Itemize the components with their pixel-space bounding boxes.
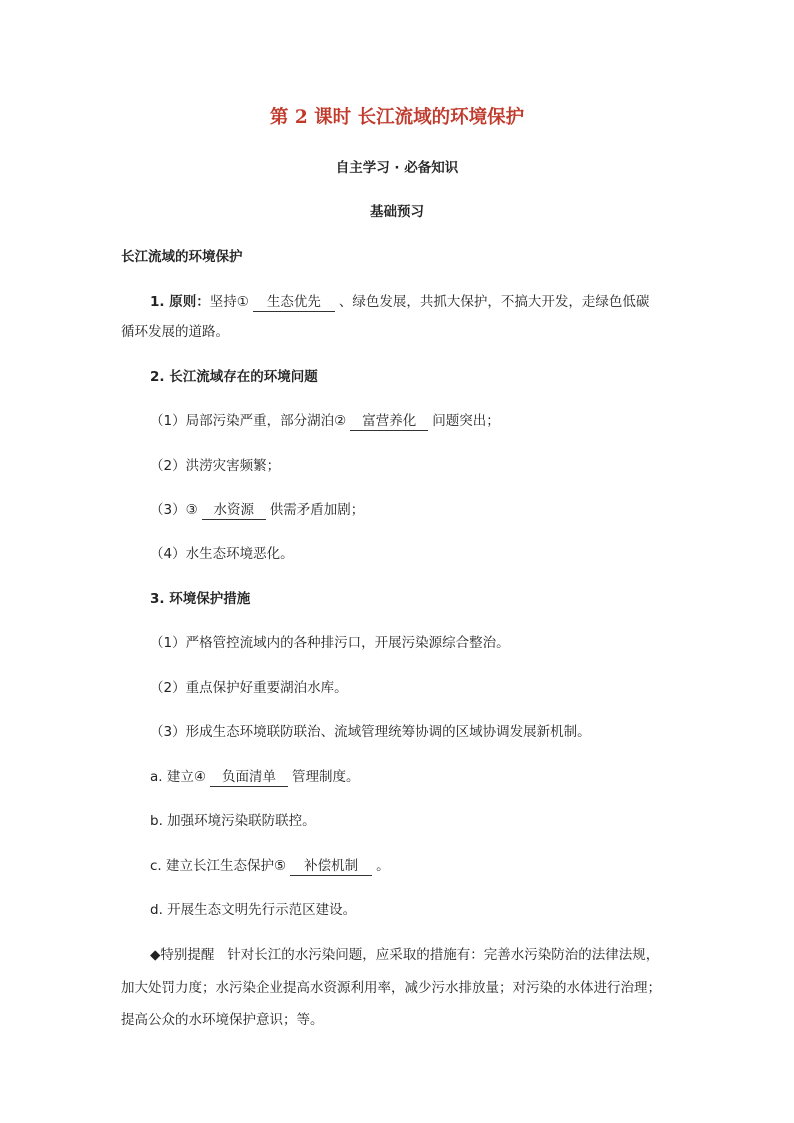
- principle-line: [150, 292, 649, 312]
- sub-a-post: 管理制度。: [291, 769, 360, 785]
- problem-1-pre: （1）局部污染严重，部分湖泊②: [150, 413, 347, 429]
- sub-c-pre: c. 建立长江生态保护⑤: [150, 858, 287, 874]
- problem-item-4: （4）水生态环境恶化。: [150, 546, 294, 562]
- tip-line-3: 提高公众的水环境保护意识；等。: [121, 1012, 324, 1028]
- measure-sub-c: [150, 856, 390, 876]
- problem-3-pre: （3）③: [150, 502, 198, 518]
- tip-mark: ◆特别提醒: [150, 947, 215, 963]
- sub-a-pre: a. 建立④: [150, 769, 206, 785]
- problem-1-post: 问题突出；: [432, 413, 500, 429]
- blank-2: 富营养化: [350, 413, 428, 431]
- measure-sub-a: [150, 767, 359, 787]
- tip-line-2: 加大处罚力度；水污染企业提高水资源利用率，减少污水排放量；对污染的水体进行治理；: [121, 980, 661, 996]
- sub-c-post: 。: [376, 858, 390, 874]
- blank-1: 生态优先: [253, 294, 335, 312]
- blank-3: 水资源: [202, 502, 266, 520]
- lesson-title: 第 2 课时 长江流域的环境保护: [269, 107, 525, 128]
- problem-3-post: 供需矛盾加剧；: [269, 502, 365, 518]
- blank-4: 负面清单: [210, 769, 288, 787]
- tip-line-1: [150, 945, 659, 965]
- problem-item-2: （2）洪涝灾害频繁；: [150, 458, 281, 474]
- problem-item-1: [150, 411, 500, 431]
- measure-item-2: （2）重点保护好重要湖泊水库。: [150, 680, 348, 696]
- measure-item-1: （1）严格管控流域内的各种排污口，开展污染源综合整治。: [150, 635, 510, 651]
- measure-sub-d: d. 开展生态文明先行示范区建设。: [150, 902, 357, 918]
- problems-heading: 2. 长江流域存在的环境问题: [150, 369, 318, 385]
- measures-heading: 3. 环境保护措施: [150, 591, 251, 607]
- measure-item-3: （3）形成生态环境联防联治、流域管理统筹协调的区域协调发展新机制。: [150, 724, 591, 740]
- principle-line-2: 循环发展的道路。: [121, 324, 229, 340]
- problem-item-3: [150, 500, 364, 520]
- principle-pre: 坚持①: [209, 294, 249, 310]
- principle-post: 、绿色发展，共抓大保护，不搞大开发，走绿色低碳: [338, 294, 650, 310]
- principle-label: 1. 原则：: [150, 294, 210, 310]
- section-subtitle: 自主学习 · 必备知识: [335, 160, 459, 176]
- blank-5: 补偿机制: [290, 858, 372, 876]
- tip-text-1: 针对长江的水污染问题，应采取的措施有：完善水污染防治的法律法规，: [227, 947, 660, 963]
- topic-heading: 长江流域的环境保护: [121, 249, 243, 265]
- section-label: 基础预习: [370, 204, 424, 220]
- measure-sub-b: b. 加强环境污染联防联控。: [150, 813, 316, 829]
